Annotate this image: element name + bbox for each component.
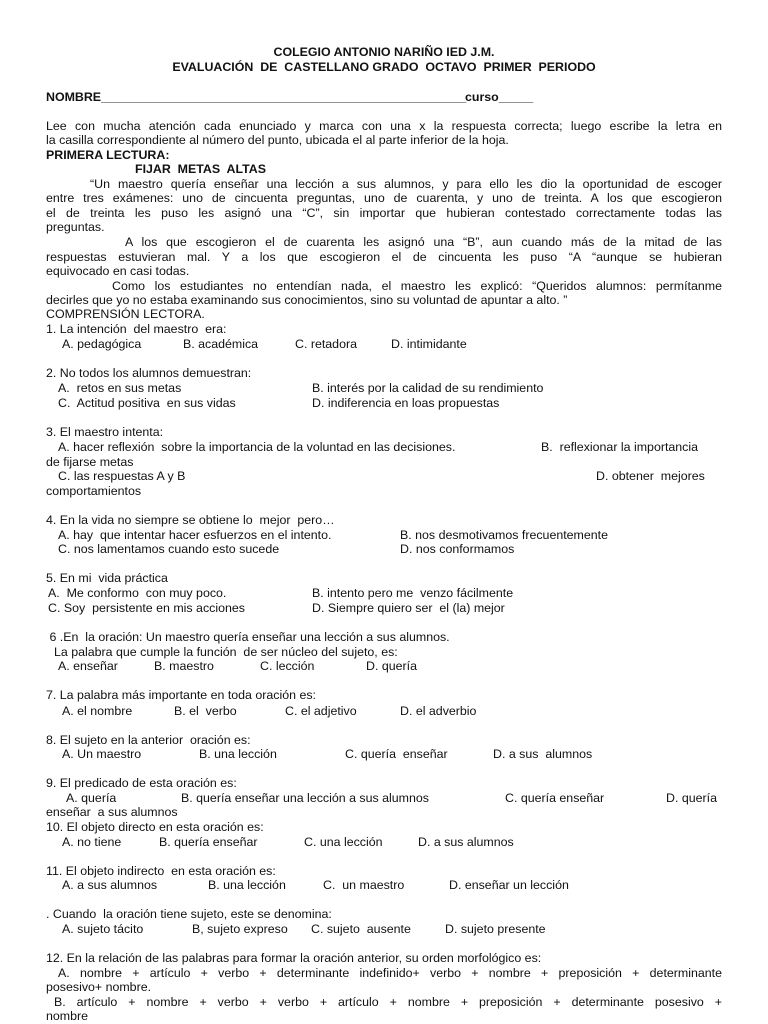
question-subject-stem: . Cuando la oración tiene sujeto, este se denomina: bbox=[46, 907, 332, 921]
reading-line-1: “Un maestro quería enseñar una lección a sus alumnos, y para ello les dio la oportunidad de escoger bbox=[90, 177, 722, 191]
question-4-option-d[interactable]: D. nos conformamos bbox=[400, 542, 515, 556]
question-7-option-c[interactable]: C. el adjetivo bbox=[285, 704, 357, 718]
reading-line-6: respuestas estuvieran mal. Y a los que escogieron el de cincuenta les puso “A “aunque se hubieran bbox=[46, 250, 722, 264]
reading-line-3: el de treinta les puso les asignó una “C”, sin importar que hubieran contestado correctamente todas las bbox=[46, 206, 722, 220]
instructions-line-2: la casilla correspondiente al número del punto, ubicada el al parte inferior de la hoja. bbox=[46, 133, 509, 147]
question-12-stem: 12. En la relación de las palabras para formar la oración anterior, su orden morfológico es: bbox=[46, 951, 542, 965]
question-8-option-c[interactable]: C. quería enseñar bbox=[345, 747, 448, 761]
question-11-option-b[interactable]: B. una lección bbox=[208, 878, 286, 892]
question-1-option-a[interactable]: A. pedagógica bbox=[62, 337, 142, 351]
question-6-stem-2: La palabra que cumple la función de ser núcleo del sujeto, es: bbox=[54, 645, 398, 659]
question-12-option-b[interactable]: B. artículo + nombre + verbo + verbo + artículo + nombre + preposición + determinante posesivo + bbox=[54, 995, 722, 1009]
question-9-option-c[interactable]: C. quería enseñar bbox=[505, 791, 605, 805]
question-11-option-d[interactable]: D. enseñar un lección bbox=[449, 878, 569, 892]
comprehension-title: COMPRENSIÓN LECTORA. bbox=[46, 307, 205, 321]
course-field: curso_____ bbox=[465, 90, 534, 104]
question-10-option-a[interactable]: A. no tiene bbox=[62, 835, 122, 849]
question-11-option-a[interactable]: A. a sus alumnos bbox=[62, 878, 158, 892]
question-1-option-b[interactable]: B. académica bbox=[183, 337, 259, 351]
question-12-option-b-cont: nombre bbox=[46, 1009, 89, 1023]
question-1-option-c[interactable]: C. retadora bbox=[295, 337, 357, 351]
question-3-option-a[interactable]: A. hacer reflexión sobre la importancia de la voluntad en las decisiones. bbox=[58, 440, 456, 454]
exam-title: EVALUACIÓN DE CASTELLANO GRADO OCTAVO PRIMER PERIODO bbox=[172, 60, 596, 74]
question-2-stem: 2. No todos los alumnos demuestran: bbox=[46, 366, 252, 380]
reading-line-7: equivocado en casi todas. bbox=[46, 264, 190, 278]
question-7-option-d[interactable]: D. el adverbio bbox=[400, 704, 477, 718]
question-12-option-a[interactable]: A. nombre + artículo + verbo + determinante indefinido+ verbo + nombre + preposición + determinante bbox=[58, 966, 722, 980]
question-3-option-b[interactable]: B. reflexionar la importancia bbox=[541, 440, 699, 454]
reading-section-title: PRIMERA LECTURA: bbox=[46, 148, 170, 162]
question-9-stem: 9. El predicado de esta oración es: bbox=[46, 776, 237, 790]
question-5-option-d[interactable]: D. Siempre quiero ser el (la) mejor bbox=[312, 601, 505, 615]
question-1-option-d[interactable]: D. intimidante bbox=[391, 337, 467, 351]
question-12-option-a-cont: posesivo+ nombre. bbox=[46, 980, 152, 994]
question-4-option-b[interactable]: B. nos desmotivamos frecuentemente bbox=[400, 528, 608, 542]
question-7-option-b[interactable]: B. el verbo bbox=[174, 704, 237, 718]
question-3-stem: 3. El maestro intenta: bbox=[46, 425, 164, 439]
reading-title: FIJAR METAS ALTAS bbox=[135, 162, 267, 176]
question-10-option-c[interactable]: C. una lección bbox=[304, 835, 383, 849]
question-6-option-d[interactable]: D. quería bbox=[366, 659, 417, 673]
question-2-option-a[interactable]: A. retos en sus metas bbox=[58, 381, 182, 395]
question-7-stem: 7. La palabra más importante en toda oración es: bbox=[46, 688, 317, 702]
question-8-option-b[interactable]: B. una lección bbox=[199, 747, 277, 761]
question-9-option-d[interactable]: D. quería bbox=[666, 791, 717, 805]
question-7-option-a[interactable]: A. el nombre bbox=[62, 704, 133, 718]
question-9-option-a[interactable]: A. quería bbox=[66, 791, 117, 805]
question-2-option-d[interactable]: D. indiferencia en loas propuestas bbox=[312, 396, 500, 410]
question-subject-option-b[interactable]: B, sujeto expreso bbox=[192, 922, 288, 936]
question-3-option-c[interactable]: C. las respuestas A y B bbox=[58, 469, 186, 483]
question-10-stem: 10. El objeto directo en esta oración es: bbox=[46, 820, 264, 834]
question-1-stem: 1. La intención del maestro era: bbox=[46, 322, 227, 336]
question-4-option-a[interactable]: A. hay que intentar hacer esfuerzos en el intento. bbox=[58, 528, 332, 542]
question-10-option-d[interactable]: D. a sus alumnos bbox=[418, 835, 514, 849]
question-10-option-b[interactable]: B. quería enseñar bbox=[159, 835, 258, 849]
question-9-option-d-cont: enseñar a sus alumnos bbox=[46, 805, 178, 819]
question-8-option-a[interactable]: A. Un maestro bbox=[62, 747, 142, 761]
question-5-stem: 5. En mi vida práctica bbox=[46, 571, 168, 585]
question-9-option-b[interactable]: B. quería enseñar una lección a sus alumnos bbox=[181, 791, 429, 805]
question-subject-option-a[interactable]: A. sujeto tácito bbox=[62, 922, 144, 936]
question-8-stem: 8. El sujeto en la anterior oración es: bbox=[46, 733, 251, 747]
reading-line-9: decirles que yo no estaba examinando sus conocimientos, sino su voluntad de apuntar a alto. ” bbox=[46, 293, 568, 307]
question-3-option-b-cont: de fijarse metas bbox=[46, 455, 134, 469]
question-subject-option-d[interactable]: D. sujeto presente bbox=[445, 922, 546, 936]
instructions-line-1: Lee con mucha atención cada enunciado y marca con una x la respuesta correcta; luego escribe la letra en bbox=[46, 119, 722, 133]
question-11-option-c[interactable]: C. un maestro bbox=[323, 878, 405, 892]
question-2-option-c[interactable]: C. Actitud positiva en sus vidas bbox=[58, 396, 236, 410]
question-5-option-b[interactable]: B. intento pero me venzo fácilmente bbox=[312, 586, 514, 600]
school-name: COLEGIO ANTONIO NARIÑO IED J.M. bbox=[273, 45, 495, 59]
question-6-stem: 6 .En la oración: Un maestro quería enseñar una lección a sus alumnos. bbox=[46, 630, 450, 644]
question-4-stem: 4. En la vida no siempre se obtiene lo mejor pero… bbox=[46, 513, 335, 527]
question-6-option-b[interactable]: B. maestro bbox=[154, 659, 214, 673]
reading-line-4: preguntas. bbox=[46, 220, 105, 234]
reading-line-8: Como los estudiantes no entendían nada, el maestro les explicó: “Queridos alumnos: permítanme bbox=[112, 279, 722, 293]
question-5-option-c[interactable]: C. Soy persistente en mis acciones bbox=[48, 601, 245, 615]
question-2-option-b[interactable]: B. interés por la calidad de su rendimiento bbox=[312, 381, 544, 395]
question-6-option-a[interactable]: A. enseñar bbox=[58, 659, 118, 673]
question-5-option-a[interactable]: A. Me conformo con muy poco. bbox=[48, 586, 227, 600]
question-3-option-d[interactable]: D. obtener mejores bbox=[596, 469, 705, 483]
reading-line-5: A los que escogieron el de cuarenta les asignó una “B”, aun cuando más de la mitad de las bbox=[125, 235, 722, 249]
question-6-option-c[interactable]: C. lección bbox=[260, 659, 315, 673]
question-subject-option-c[interactable]: C. sujeto ausente bbox=[311, 922, 411, 936]
reading-line-2: entre tres exámenes: uno de cincuenta preguntas, uno de cuarenta, y uno de treinta. A los que escogieron bbox=[46, 191, 722, 205]
question-11-stem: 11. El objeto indirecto en esta oración es: bbox=[46, 864, 276, 878]
name-field: NOMBRE_____________________________________________________ bbox=[46, 90, 467, 104]
question-4-option-c[interactable]: C. nos lamentamos cuando esto sucede bbox=[58, 542, 280, 556]
question-8-option-d[interactable]: D. a sus alumnos bbox=[493, 747, 593, 761]
question-3-option-d-cont: comportamientos bbox=[46, 484, 142, 498]
